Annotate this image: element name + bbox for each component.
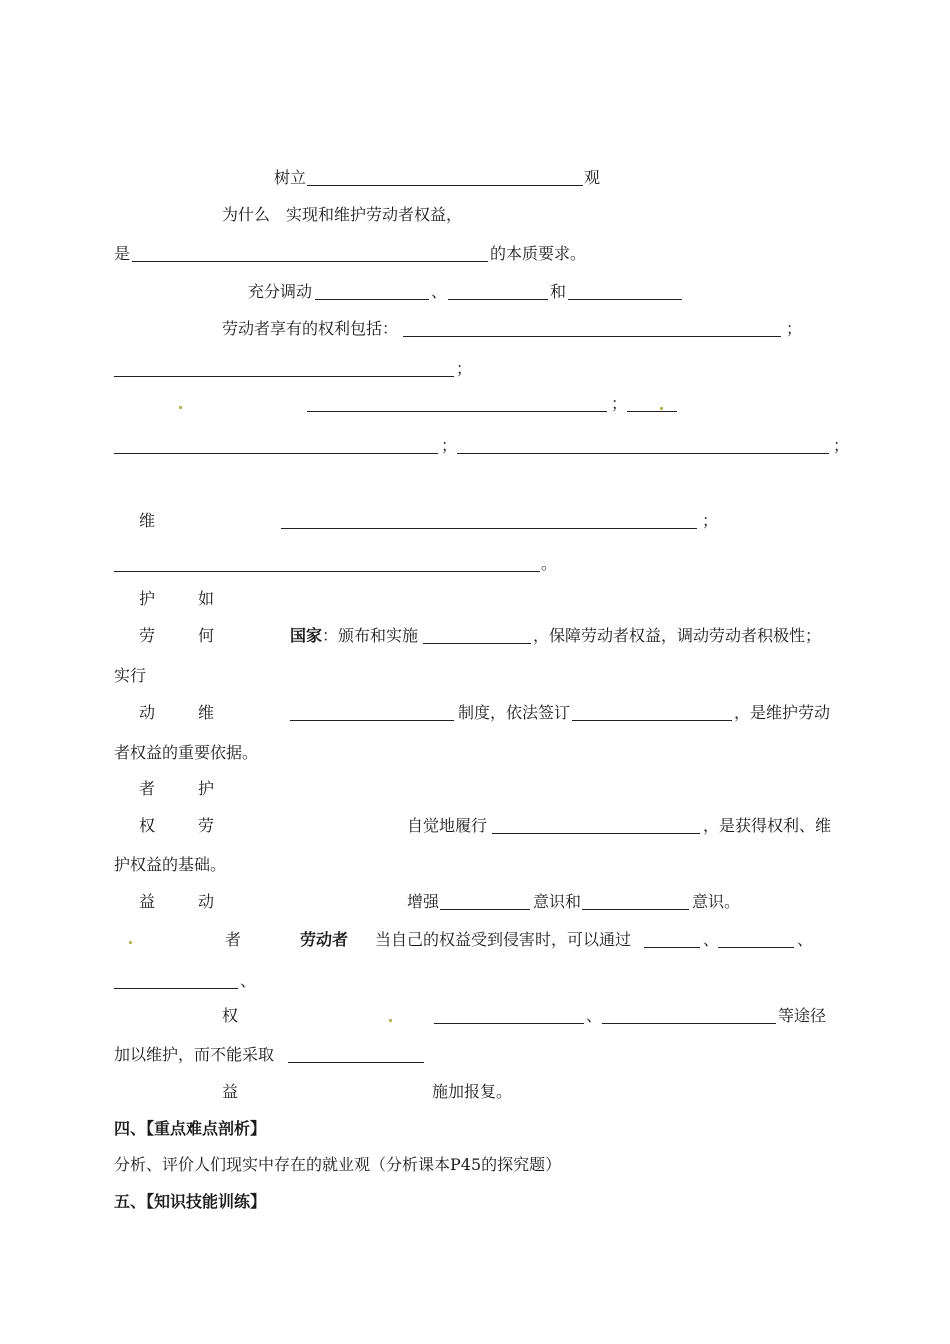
blank-right-1[interactable] [403, 336, 781, 337]
blank-state-law[interactable] [423, 643, 531, 644]
blank-channel-3[interactable] [114, 988, 238, 989]
section-4-title: 四、【重点难点剖析】 [114, 1119, 267, 1138]
blank-channel-4[interactable] [434, 1023, 584, 1024]
text-period: 。 [541, 554, 558, 573]
blank-duty[interactable] [492, 833, 700, 834]
text-comma: 、 [240, 971, 257, 990]
label-state: 国家 [290, 626, 323, 645]
text-state-b: ，保障劳动者权益，调动劳动者积极性； [533, 626, 822, 645]
text-essence: 的本质要求。 [490, 244, 587, 263]
text-semicolon: ； [833, 436, 850, 455]
text-zengqiang-a: 增强 [407, 892, 440, 911]
text-semicolon: ； [611, 394, 628, 413]
side-char: 者 [225, 930, 242, 949]
section-4-body: 分析、评价人们现实中存在的就业观（分析课本P45的探究题） [114, 1155, 562, 1174]
ink-dot [389, 1019, 392, 1022]
text-zhidu-b: ，是维护劳动 [734, 703, 831, 722]
blank-mobilize-2[interactable] [448, 299, 548, 300]
text-semicolon: ； [456, 359, 473, 378]
side-char: 何 [198, 626, 215, 645]
side-char: 权 [222, 1006, 239, 1025]
text-shi: 是 [114, 244, 131, 263]
text-comma: 、 [586, 1006, 603, 1025]
side-char: 动 [198, 892, 215, 911]
blank-mobilize-3[interactable] [568, 299, 682, 300]
side-char: 益 [222, 1082, 239, 1101]
blank-awareness-1[interactable] [440, 909, 530, 910]
side-char: 劳 [139, 626, 156, 645]
blank-obligation-2[interactable] [114, 571, 540, 572]
side-char: 维 [198, 703, 215, 722]
text-comma: 、 [703, 930, 720, 949]
text-mobilize: 充分调动 [248, 282, 313, 301]
text-he: 和 [550, 282, 567, 301]
text-semicolon: ； [441, 436, 458, 455]
side-char: 动 [139, 703, 156, 722]
blank-obligation-1[interactable] [281, 528, 697, 529]
text-semicolon: ； [786, 319, 803, 338]
text-shuli: 树立 [274, 168, 307, 187]
text-lvxing-a: 自觉地履行 [407, 816, 488, 835]
blank-mobilize-1[interactable] [315, 299, 429, 300]
blank-forbidden[interactable] [288, 1062, 424, 1063]
text-lvxing-b: ，是获得权利、维 [703, 816, 832, 835]
blank-channel-5[interactable] [602, 1023, 776, 1024]
blank-system[interactable] [290, 720, 454, 721]
side-char: 益 [139, 892, 156, 911]
blank-right-4[interactable] [627, 411, 677, 412]
side-char: 护 [139, 589, 156, 608]
label-worker: 劳动者 [300, 930, 349, 949]
blank-right-3[interactable] [307, 411, 607, 412]
text-guan: 观 [584, 168, 601, 187]
blank-channel-2[interactable] [718, 947, 794, 948]
text-shixing: 实行 [114, 666, 147, 685]
blank-contract[interactable] [572, 720, 732, 721]
blank-right-2[interactable] [114, 376, 454, 377]
blank-right-5[interactable] [114, 453, 438, 454]
text-baofu: 施加报复。 [432, 1082, 513, 1101]
text-comma: 、 [797, 930, 814, 949]
side-char: 如 [198, 589, 215, 608]
side-char: 维 [139, 511, 156, 530]
text-rights: 劳动者享有的权利包括： [222, 319, 399, 338]
blank-right-6[interactable] [457, 453, 829, 454]
ink-dot [660, 407, 663, 410]
ink-dot [179, 406, 182, 409]
text-jiayi: 加以维护，而不能采取 [114, 1045, 275, 1064]
text-comma: 、 [431, 282, 448, 301]
side-char: 权 [139, 816, 156, 835]
text-why: 为什么 实现和维护劳动者权益， [222, 205, 463, 224]
ink-dot [129, 941, 132, 944]
blank-essence[interactable] [132, 261, 488, 262]
blank-channel-1[interactable] [644, 947, 700, 948]
side-char: 护 [198, 779, 215, 798]
side-char: 劳 [198, 816, 215, 835]
text-zengqiang-c: 意识。 [692, 892, 741, 911]
text-zengqiang-b: 意识和 [533, 892, 582, 911]
text-deng: 等途径 [778, 1006, 827, 1025]
text-zhidu-a: 制度，依法签订 [458, 703, 571, 722]
text-zhidu-c: 者权益的重要依据。 [114, 743, 259, 762]
blank-awareness-2[interactable] [582, 909, 689, 910]
text-lvxing-c: 护权益的基础。 [114, 855, 227, 874]
blank-employment-view[interactable] [307, 185, 583, 186]
text-state-a: ：颁布和实施 [322, 626, 419, 645]
text-semicolon: ； [702, 511, 719, 530]
side-char: 者 [139, 779, 156, 798]
text-worker-a: 当自己的权益受到侵害时，可以通过 [375, 930, 632, 949]
section-5-title: 五、【知识技能训练】 [114, 1192, 267, 1211]
